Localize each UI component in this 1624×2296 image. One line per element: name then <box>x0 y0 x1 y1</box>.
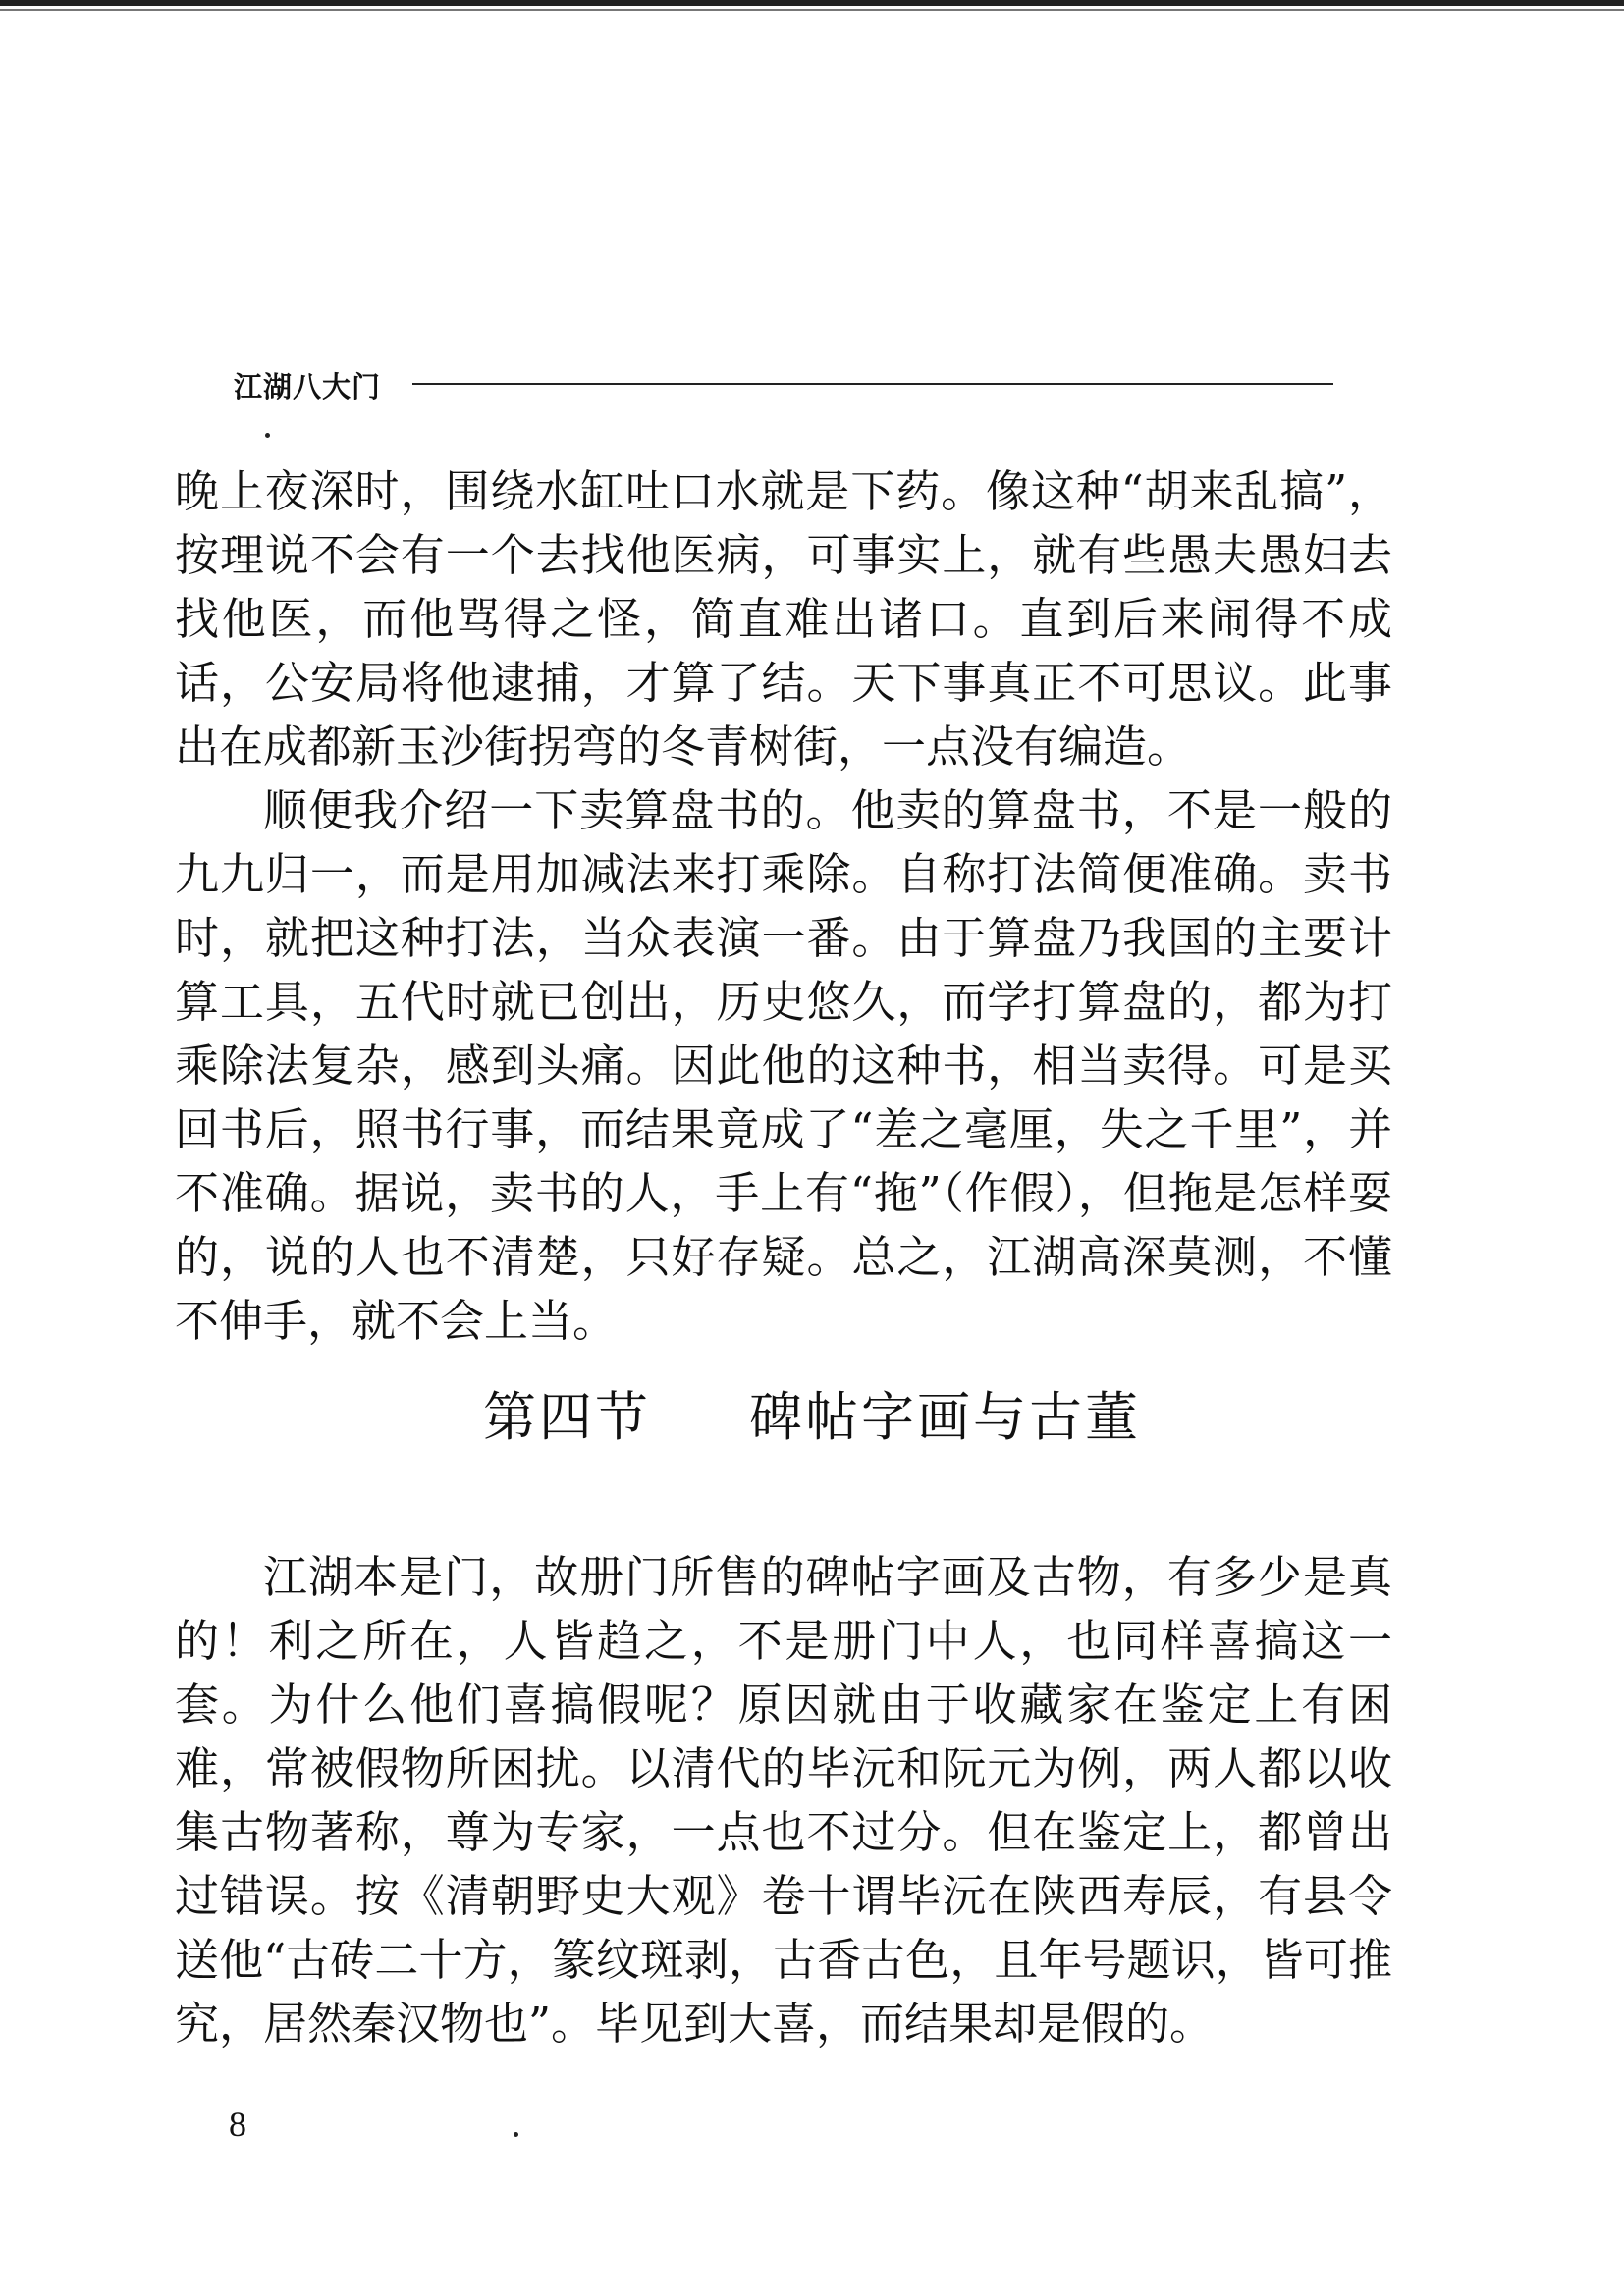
scan-top-edge <box>0 0 1624 6</box>
paragraph: 晚上夜深时，围绕水缸吐口水就是下药。像这种“胡来乱搞”，按理说不会有一个去找他医病，可事实上，就有些愚夫愚妇去找他医，而他骂得之怪，简直难出诸口。直到后来闹得不成话，公安局将他逮捕，才算了结。天下事真正不可思议。此事出在成都新玉沙街拐弯的冬青树街，一点没有编造。 <box>175 465 1392 773</box>
running-head-title: 江湖八大门 <box>234 370 382 403</box>
paragraph: 顺便我介绍一下卖算盘书的。他卖的算盘书，不是一般的九九归一，而是用加减法来打乘除。自称打法简便准确。卖书时，就把这种打法，当众表演一番。由于算盘乃我国的主要计算工具，五代时就已创出，历史悠久，而学打算盘的，都为打乘除法复杂，感到头痛。因此他的这种书，相当卖得。可是买回书后，照书行事，而结果竟成了“差之毫厘，失之千里”，并不准确。据说，卖书的人，手上有“拖”（作假），但拖是怎样耍的，说的人也不清楚，只好存疑。总之，江湖高深莫测，不懂不伸手，就不会上当。 <box>175 784 1392 1347</box>
body-text-top <box>175 459 1392 1353</box>
running-head-rule <box>412 383 1333 385</box>
paragraph: 江湖本是门，故册门所售的碑帖字画及古物，有多少是真的！利之所在，人皆趋之，不是册门中人，也同样喜搞这一套。为什么他们喜搞假呢？原因就由于收藏家在鉴定上有困难，常被假物所困扰。以清代的毕沅和阮元为例，两人都以收集古物著称，尊为专家，一点也不过分。但在鉴定上，都曾出过错误。按《清朝野史大观》卷十谓毕沅在陕西寿辰，有县令送他“古砖二十方，篆纹斑剥，古香古色，且年号题识，皆可推究，居然秦汉物也”。毕见到大喜，而结果却是假的。 <box>175 1551 1392 2050</box>
section-heading <box>0 1375 1624 1451</box>
section-number: 第四节 <box>483 1386 651 1448</box>
running-head <box>234 363 1333 402</box>
section-title: 碑帖字画与古董 <box>749 1386 1141 1448</box>
scan-speck <box>265 433 270 438</box>
body-text-bottom <box>175 1545 1392 2056</box>
page-number: 8 <box>229 2105 246 2144</box>
scan-speck <box>514 2132 518 2137</box>
scan-top-edge-line <box>0 9 1624 11</box>
